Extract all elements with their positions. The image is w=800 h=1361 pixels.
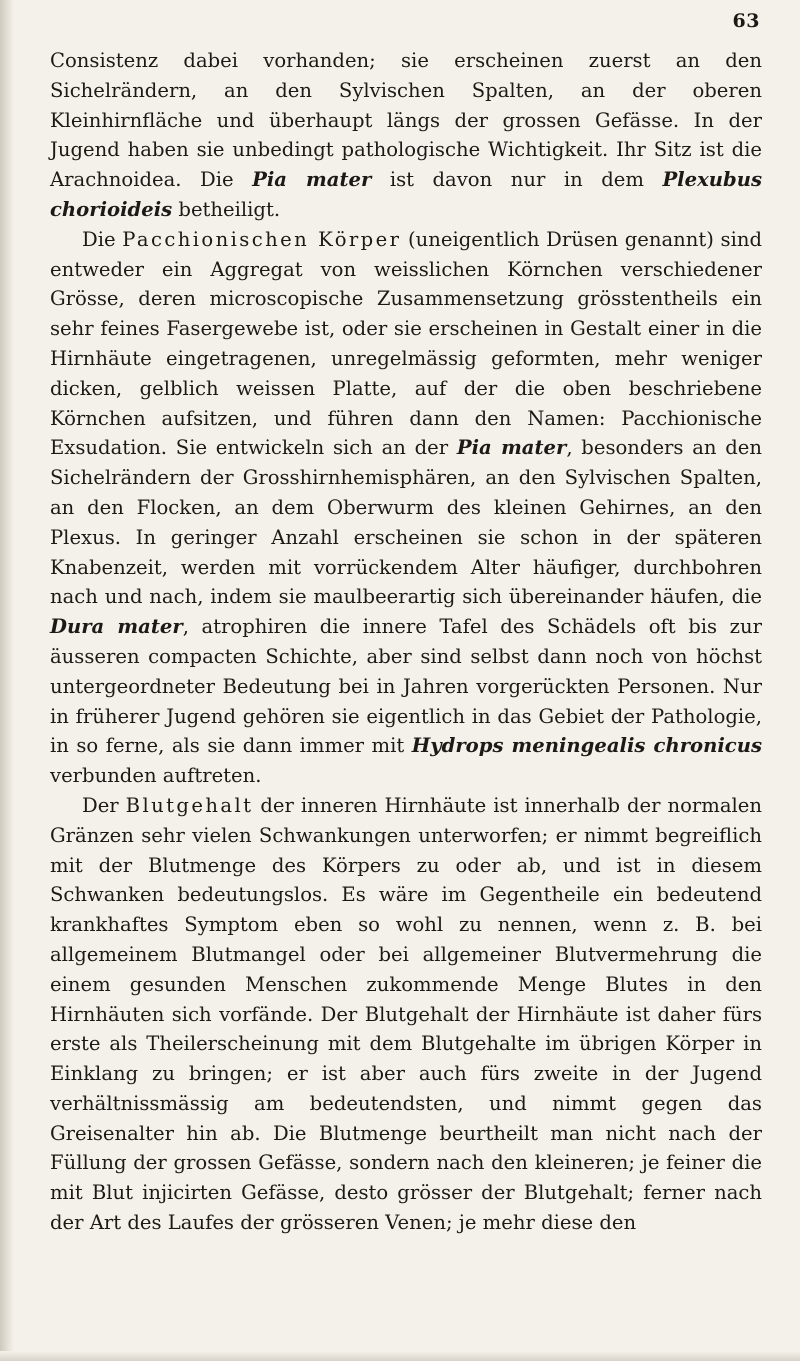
latin-term: Pia mater (456, 436, 567, 460)
latin-term: Dura mater (50, 615, 183, 639)
latin-term: Pia mater (252, 168, 372, 192)
paragraph-arachnoidea (50, 46, 762, 225)
text-run: verbunden auftreten. (50, 764, 262, 788)
page-bottom-edge (0, 1351, 800, 1361)
emphasized-term: Blutgehalt (125, 793, 254, 817)
page-number: 63 (732, 10, 760, 32)
text-run: der inneren Hirnhäute ist innerhalb der normalen Gränzen sehr vielen Schwankungen unterworfen; er nimmt begreiflich mit der Blutmenge des Körpers zu oder ab, und ist in diesem Schwanken bedeutungslos. Es wäre im Gegentheile ein bedeutend krankhaftes Symptom eben so wohl zu nennen, wenn z. B. bei allgemeinem Blutmangel oder bei allgemeiner Blutvermehrung die einem gesunden Menschen zukommende Menge Blutes in den Hirnhäuten sich vorfände. Der Blutgehalt der Hirnhäute ist daher fürs erste als Theilerscheinung mit dem Blutgehalte im übrigen Körper in Einklang zu bringen; er ist aber auch fürs zweite in der Jugend verhältnissmässig am bedeutendsten, und nimmt gegen das Greisenalter hin ab. Die Blutmenge beurtheilt man nicht nach der Füllung der grossen Gefässe, sondern nach den kleineren; je feiner die mit Blut injicirten Gefässe, desto grösser der Blutgehalt; ferner nach der Art des Laufes der grösseren Venen; je mehr diese den (50, 793, 762, 1235)
emphasized-term: Pacchionischen Körper (122, 227, 402, 251)
body-text (50, 46, 762, 1238)
text-run: betheiligt. (172, 197, 281, 221)
page-binding-edge (0, 0, 14, 1361)
text-run: Die (82, 227, 123, 251)
paragraph-blood-content (50, 791, 762, 1238)
text-run: , besonders an den Sichelrändern der Grosshirnhemisphären, an den Sylvischen Spalten, an den Flocken, an dem Oberwurm des kleinen Gehirnes, an den Plexus. In geringer Anzahl erscheinen sie schon in der späteren Knabenzeit, werden mit vorrückendem Alter häufiger, durchbohren nach und nach, indem sie maulbeerartig sich übereinander häufen, die (50, 436, 762, 609)
text-run: ist davon nur in dem (371, 168, 663, 192)
latin-term: Plexubus chorioideis (50, 168, 762, 221)
text-run: Der (82, 793, 126, 817)
text-run: Consistenz dabei vorhanden; sie erscheinen zuerst an den Sichelrändern, an den Sylvischen Spalten, an der oberen Kleinhirnfläche und überhaupt längs der grossen Gefässe. In der Jugend haben sie unbedingt pathologische Wichtigkeit. Ihr Sitz ist die Arachnoidea. Die (50, 49, 762, 192)
text-run: , atrophiren die innere Tafel des Schädels oft bis zur äusseren compacten Schichte, aber sind selbst dann noch von höchst untergeordneter Bedeutung bei in Jahren vorgerückten Personen. Nur in früherer Jugend gehören sie eigentlich in das Gebiet der Pathologie, in so ferne, als sie dann immer mit (50, 615, 762, 758)
text-run: (uneigentlich Drüsen genannt) sind entweder ein Aggregat von weisslichen Körnchen verschiedener Grösse, deren microscopische Zusammensetzung grösstentheils ein sehr feines Fasergewebe ist, oder sie erscheinen in Gestalt einer in die Hirnhäute eingetragenen, unregelmässig geformten, mehr weniger dicken, gelblich weissen Platte, auf der die oben beschriebene Körnchen aufsitzen, und führen dann den Namen: Pacchionische Exsudation. Sie entwickeln sich an der (50, 227, 762, 460)
paragraph-pacchionian-bodies (50, 225, 762, 791)
latin-term: Hydrops meningealis chronicus (411, 734, 762, 758)
